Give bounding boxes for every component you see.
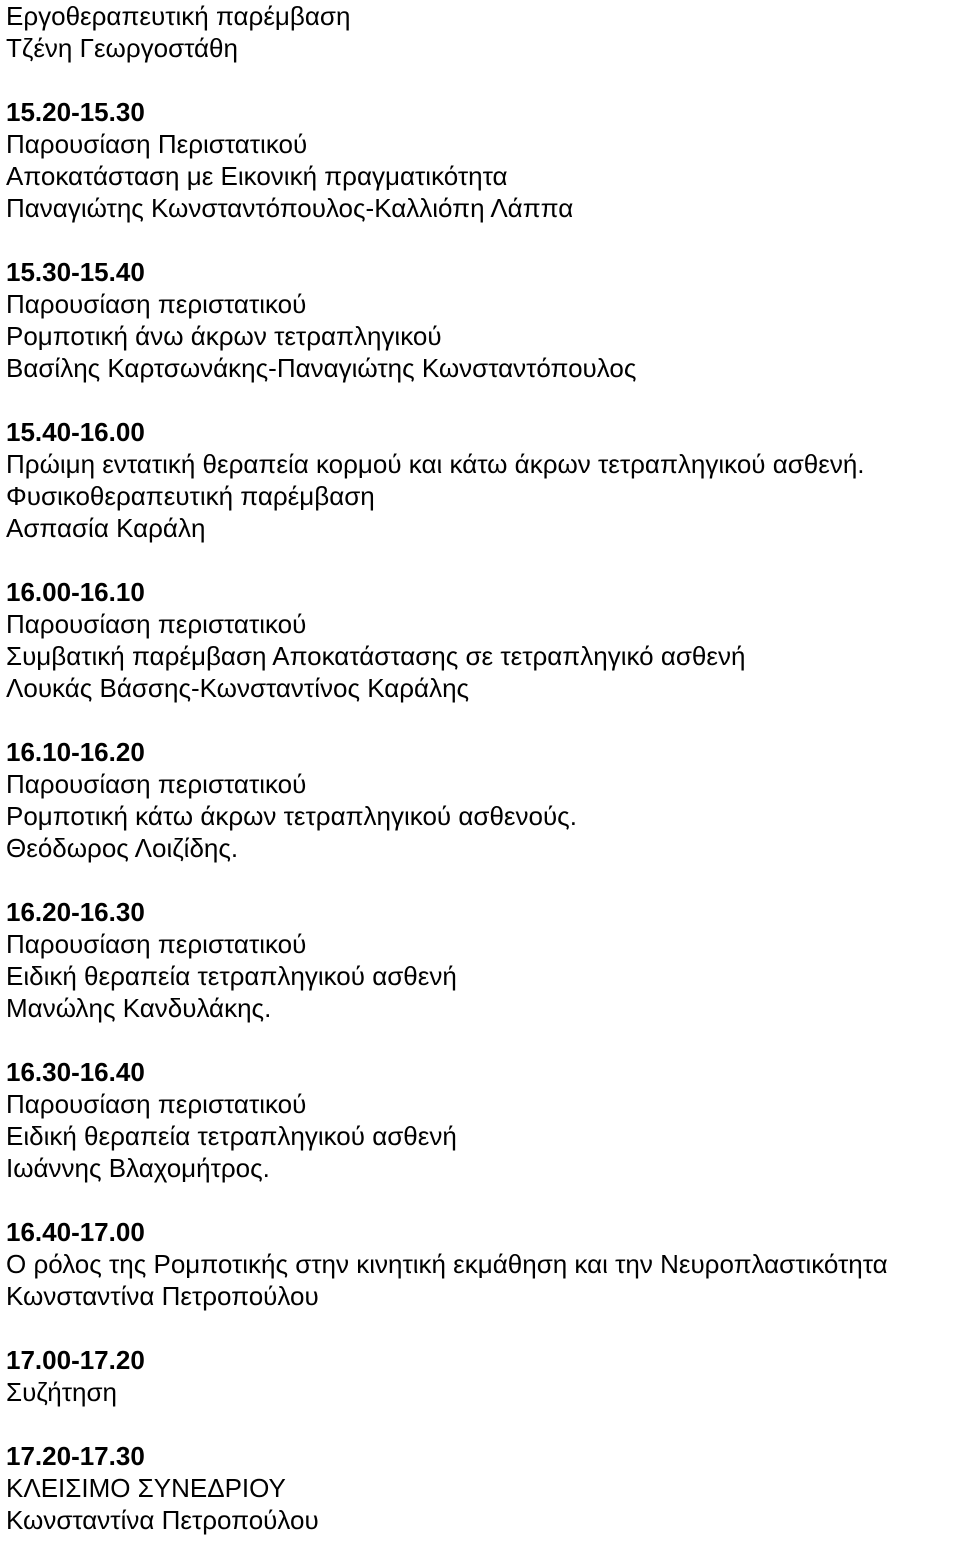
session-speakers: Ασπασία Καράλη: [6, 513, 206, 543]
session-speakers: Βασίλης Καρτσωνάκης-Παναγιώτης Κωνσταντόπουλος: [6, 353, 637, 383]
session-speakers: Λουκάς Βάσσης-Κωνσταντίνος Καράλης: [6, 673, 470, 703]
session-title: Συμβατική παρέμβαση Αποκατάστασης σε τετραπληγικό ασθενή: [6, 641, 746, 671]
session-title: Ειδική θεραπεία τετραπληγικού ασθενή: [6, 1121, 457, 1151]
session-10: [6, 1440, 960, 1536]
session-time: 15.30-15.40: [6, 257, 145, 287]
spacer: [6, 1408, 960, 1440]
session-speakers: Παναγιώτης Κωνσταντόπουλος-Καλλιόπη Λάππα: [6, 193, 574, 223]
session-time: 15.40-16.00: [6, 417, 145, 447]
session-title: Αποκατάσταση με Εικονική πραγματικότητα: [6, 161, 508, 191]
session-8: [6, 1216, 960, 1312]
session-time: 16.10-16.20: [6, 737, 145, 767]
session-title: ΚΛΕΙΣΙΜΟ ΣΥΝΕΔΡΙΟΥ: [6, 1473, 286, 1503]
session-5: [6, 736, 960, 864]
session-time: 16.40-17.00: [6, 1217, 145, 1247]
session-type: Παρουσίαση περιστατικού: [6, 609, 307, 639]
session-type: Παρουσίαση περιστατικού: [6, 1089, 307, 1119]
session-title: Ρομποτική άνω άκρων τετραπληγικού: [6, 321, 442, 351]
spacer: [6, 224, 960, 256]
session-type: Παρουσίαση περιστατικού: [6, 289, 307, 319]
intro-title: Εργοθεραπευτική παρέμβαση: [6, 1, 351, 31]
spacer: [6, 1024, 960, 1056]
session-type: Παρουσίαση περιστατικού: [6, 929, 307, 959]
session-7: [6, 1056, 960, 1184]
spacer: [6, 864, 960, 896]
session-time: 17.20-17.30: [6, 1441, 145, 1471]
session-title: Ο ρόλος της Ρομποτικής στην κινητική εκμάθηση και την Νευροπλαστικότητα: [6, 1249, 888, 1279]
spacer: [6, 1312, 960, 1344]
session-time: 15.20-15.30: [6, 97, 145, 127]
session-type: Παρουσίαση περιστατικού: [6, 769, 307, 799]
session-title: Συζήτηση: [6, 1377, 117, 1407]
session-speakers: Κωνσταντίνα Πετροπούλου: [6, 1505, 319, 1535]
session-2: [6, 256, 960, 384]
session-time: 16.20-16.30: [6, 897, 145, 927]
session-title: Ρομποτική κάτω άκρων τετραπληγικού ασθενούς.: [6, 801, 577, 831]
session-speakers: Κωνσταντίνα Πετροπούλου: [6, 1281, 319, 1311]
session-speakers: Μανώλης Κανδυλάκης.: [6, 993, 272, 1023]
session-1: [6, 96, 960, 224]
session-time: 17.00-17.20: [6, 1345, 145, 1375]
session-speakers: Θεόδωρος Λοιζίδης.: [6, 833, 239, 863]
spacer: [6, 704, 960, 736]
spacer: [6, 1184, 960, 1216]
session-title: Ειδική θεραπεία τετραπληγικού ασθενή: [6, 961, 457, 991]
intro-speaker: Τζένη Γεωργοστάθη: [6, 33, 238, 63]
session-type: Φυσικοθεραπευτική παρέμβαση: [6, 481, 375, 511]
session-type: Παρουσίαση Περιστατικού: [6, 129, 308, 159]
session-time: 16.30-16.40: [6, 1057, 145, 1087]
spacer: [6, 544, 960, 576]
session-speakers: Ιωάννης Βλαχομήτρος.: [6, 1153, 270, 1183]
session-4: [6, 576, 960, 704]
session-9: [6, 1344, 960, 1408]
intro-block: [6, 0, 960, 64]
session-3: [6, 416, 960, 544]
session-time: 16.00-16.10: [6, 577, 145, 607]
spacer: [6, 384, 960, 416]
session-title: Πρώιμη εντατική θεραπεία κορμού και κάτω άκρων τετραπληγικού ασθενή.: [6, 449, 865, 479]
spacer: [6, 64, 960, 96]
session-6: [6, 896, 960, 1024]
